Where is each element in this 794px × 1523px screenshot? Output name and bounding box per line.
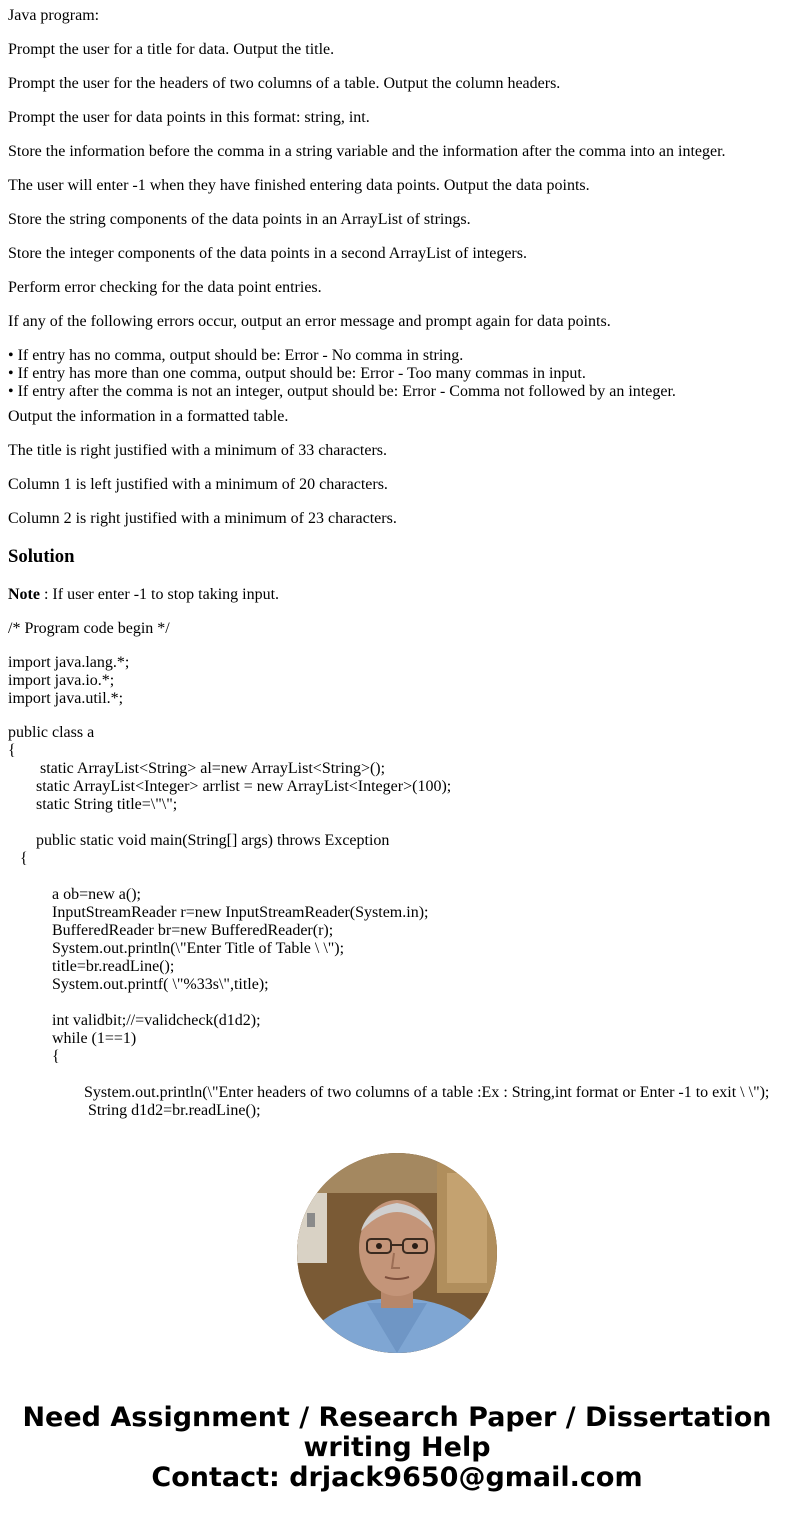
code-line: BufferedReader br=new BufferedReader(r); bbox=[8, 922, 334, 939]
code-block bbox=[8, 724, 788, 1120]
code-begin-comment: /* Program code begin */ bbox=[8, 620, 170, 637]
document-body bbox=[8, 0, 788, 1122]
note-text: : If user enter -1 to stop taking input. bbox=[39, 586, 280, 603]
question-paragraph: The title is right justified with a minimum of 33 characters. bbox=[8, 442, 388, 459]
question-paragraph: Java program: bbox=[8, 7, 100, 24]
code-line: import java.lang.*; bbox=[8, 654, 130, 671]
question-paragraph: The user will enter -1 when they have finished entering data points. Output the data points. bbox=[8, 177, 590, 194]
bullet-item: • If entry after the comma is not an integer, output should be: Error - Comma not followed by an integer. bbox=[8, 383, 676, 400]
code-line: { bbox=[8, 742, 16, 759]
author-avatar bbox=[297, 1153, 497, 1353]
promo-line: Need Assignment / Research Paper / Dissertation bbox=[22, 1402, 772, 1433]
code-line: a ob=new a(); bbox=[8, 886, 141, 903]
question-paragraph: If any of the following errors occur, output an error message and prompt again for data points. bbox=[8, 313, 611, 330]
author-portrait-icon bbox=[297, 1153, 497, 1353]
question-paragraph: Output the information in a formatted table. bbox=[8, 408, 289, 425]
error-bullet-list bbox=[8, 347, 788, 401]
code-line: while (1==1) bbox=[8, 1030, 137, 1047]
code-line: import java.util.*; bbox=[8, 690, 124, 707]
code-line: int validbit;//=validcheck(d1d2); bbox=[8, 1012, 261, 1029]
question-paragraph: Store the integer components of the data points in a second ArrayList of integers. bbox=[8, 245, 527, 262]
code-line: System.out.println(\"Enter headers of two columns of a table :Ex : String,int format or Enter -1 to exit \ \"); bbox=[8, 1084, 770, 1101]
promo-line: writing Help bbox=[303, 1432, 491, 1463]
code-line: title=br.readLine(); bbox=[8, 958, 175, 975]
code-line: public class a bbox=[8, 724, 95, 741]
code-line bbox=[8, 868, 788, 886]
question-paragraph: Column 1 is left justified with a minimum of 20 characters. bbox=[8, 476, 388, 493]
bullet-item: • If entry has no comma, output should be: Error - No comma in string. bbox=[8, 347, 464, 364]
code-line bbox=[8, 1066, 788, 1084]
solution-note bbox=[8, 586, 788, 604]
code-line: static ArrayList<String> al=new ArrayList<String>(); bbox=[8, 760, 386, 777]
note-label: Note bbox=[8, 586, 40, 603]
import-block bbox=[8, 654, 788, 708]
promo-contact: Contact: drjack9650@gmail.com bbox=[151, 1462, 643, 1493]
code-line: String d1d2=br.readLine(); bbox=[8, 1102, 261, 1119]
question-paragraph: Perform error checking for the data point entries. bbox=[8, 279, 322, 296]
question-paragraph: Prompt the user for data points in this format: string, int. bbox=[8, 109, 370, 126]
bullet-item: • If entry has more than one comma, output should be: Error - Too many commas in input. bbox=[8, 365, 586, 382]
code-line: System.out.printf( \"%33s\",title); bbox=[8, 976, 269, 993]
code-line: { bbox=[8, 1048, 60, 1065]
solution-heading: Solution bbox=[8, 546, 75, 567]
question-paragraph: Prompt the user for a title for data. Output the title. bbox=[8, 41, 335, 58]
question-paragraph: Store the string components of the data points in an ArrayList of strings. bbox=[8, 211, 471, 228]
code-line: InputStreamReader r=new InputStreamReader(System.in); bbox=[8, 904, 429, 921]
format-paragraphs bbox=[8, 408, 788, 528]
question-paragraph: Column 2 is right justified with a minimum of 23 characters. bbox=[8, 510, 397, 527]
code-line: public static void main(String[] args) throws Exception bbox=[8, 832, 390, 849]
code-line: { bbox=[8, 850, 28, 867]
promo-banner bbox=[0, 1403, 794, 1493]
question-paragraph: Prompt the user for the headers of two columns of a table. Output the column headers. bbox=[8, 75, 561, 92]
question-paragraph: Store the information before the comma in a string variable and the information after the comma into an integer. bbox=[8, 143, 726, 160]
code-line: import java.io.*; bbox=[8, 672, 115, 689]
code-line bbox=[8, 994, 788, 1012]
question-paragraphs bbox=[8, 7, 788, 331]
code-line: static ArrayList<Integer> arrlist = new ArrayList<Integer>(100); bbox=[8, 778, 452, 795]
code-line: static String title=\"\"; bbox=[8, 796, 178, 813]
code-line bbox=[8, 814, 788, 832]
code-line: System.out.println(\"Enter Title of Table \ \"); bbox=[8, 940, 345, 957]
